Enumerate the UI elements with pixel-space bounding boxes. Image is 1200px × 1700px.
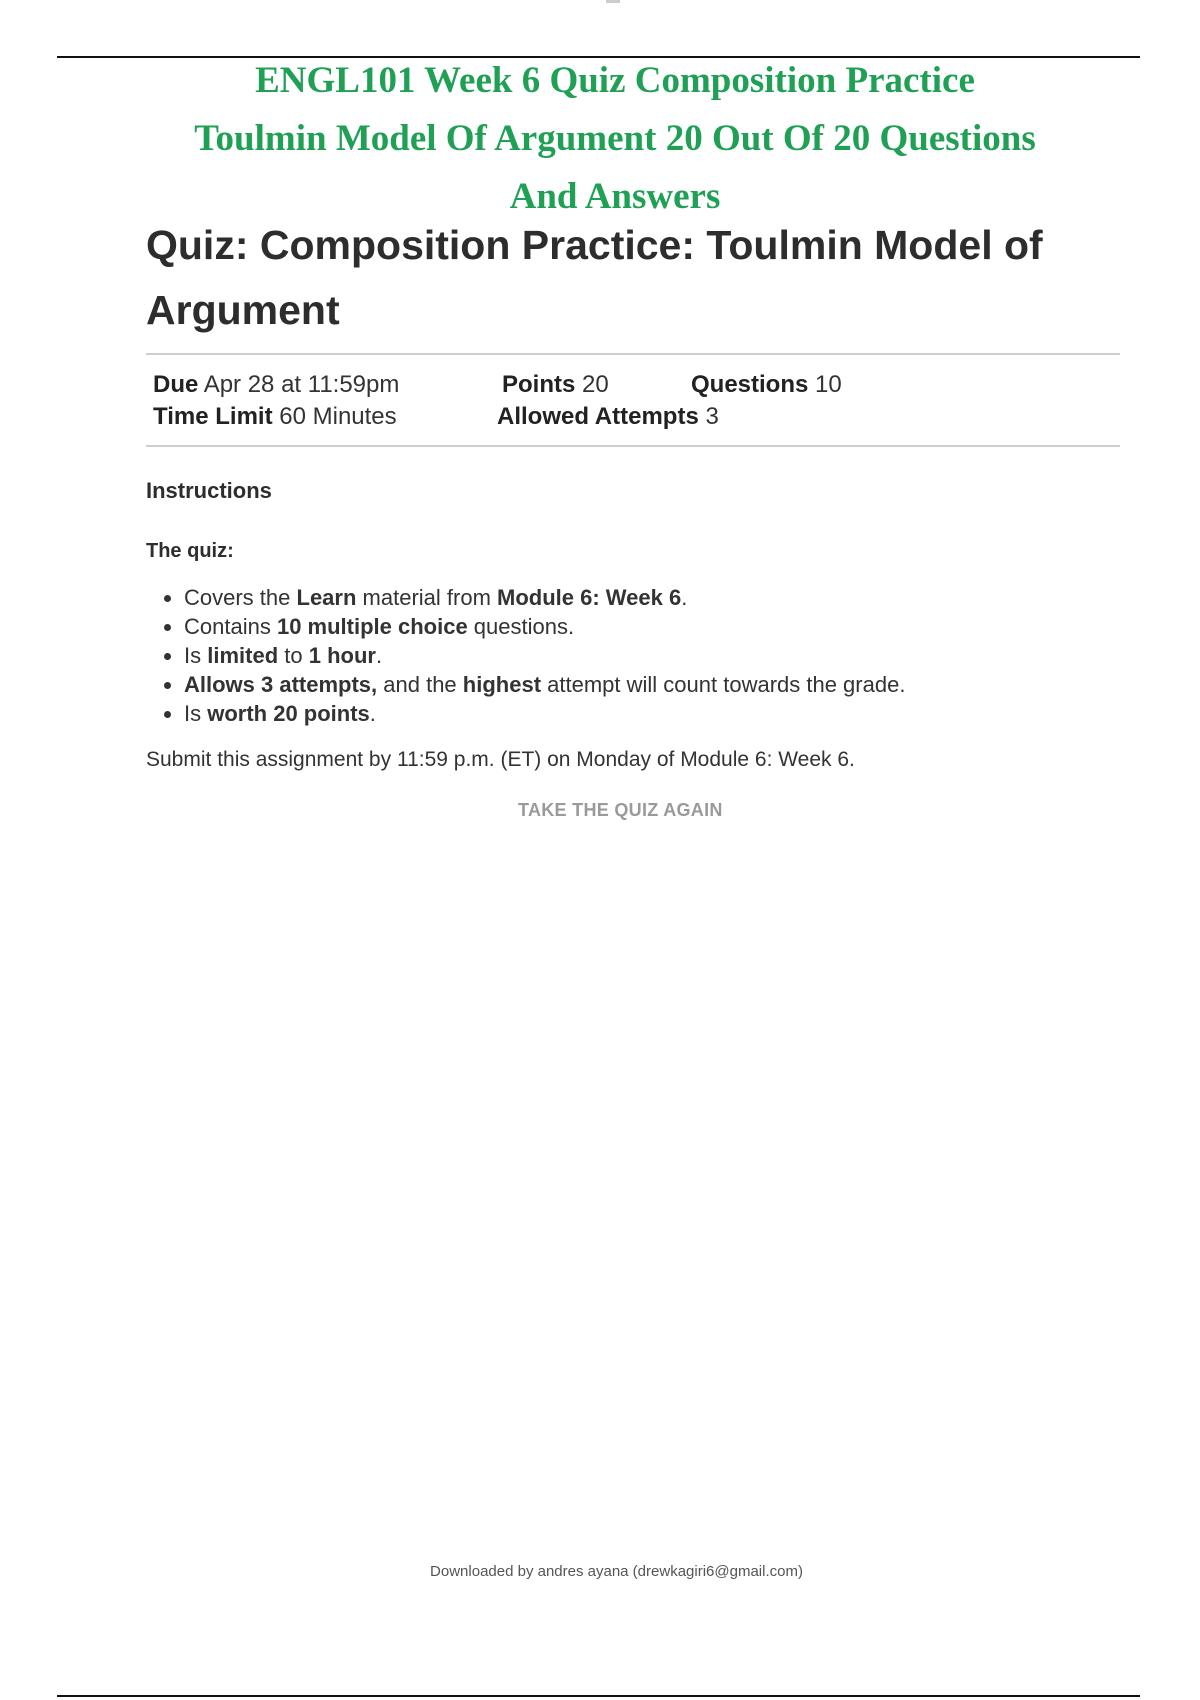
bold-text: highest xyxy=(462,672,542,697)
submit-note: Submit this assignment by 11:59 p.m. (ET) on Monday of Module 6: Week 6. xyxy=(146,748,855,771)
text: material from xyxy=(356,585,498,610)
questions-value: 10 xyxy=(815,371,842,398)
document-title-line: ENGL101 Week 6 Quiz Composition Practice xyxy=(255,60,975,101)
attempts-label: Allowed Attempts xyxy=(497,403,699,430)
text: Is xyxy=(184,701,208,726)
attempts-value: 3 xyxy=(705,403,719,430)
time-limit-value: 60 Minutes xyxy=(279,403,397,430)
text: . xyxy=(681,585,688,610)
instructions-list xyxy=(146,583,905,728)
quiz-intro: The quiz: xyxy=(146,540,234,562)
text: attempt will count towards the grade. xyxy=(541,672,906,697)
list-item xyxy=(184,612,905,641)
download-footer: Downloaded by andres ayana (drewkagiri6@gmail.com) xyxy=(430,1563,803,1580)
bold-text: Allows 3 attempts, xyxy=(184,672,378,697)
bold-text: 10 multiple choice xyxy=(276,614,468,639)
questions-label: Questions xyxy=(691,371,809,398)
text: to xyxy=(278,643,309,668)
document-title-line: Toulmin Model Of Argument 20 Out Of 20 Questions xyxy=(194,118,1036,159)
list-item xyxy=(184,670,905,699)
points-label: Points xyxy=(502,371,576,398)
due-value: Apr 28 at 11:59pm xyxy=(203,371,400,398)
bold-text: worth 20 points xyxy=(207,701,370,726)
due-field xyxy=(153,371,399,399)
text: questions. xyxy=(467,614,575,639)
text: . xyxy=(375,643,383,668)
list-item xyxy=(184,641,905,670)
text: and the xyxy=(377,672,463,697)
text: . xyxy=(369,701,376,726)
attempts-field xyxy=(497,403,719,431)
take-quiz-again-button[interactable]: TAKE THE QUIZ AGAIN xyxy=(518,800,723,820)
document-title xyxy=(100,52,1130,226)
points-field xyxy=(502,371,609,399)
bold-text: 1 hour xyxy=(308,643,376,668)
bold-text: Learn xyxy=(296,585,357,610)
bold-text: limited xyxy=(207,643,279,668)
time-limit-field xyxy=(153,403,397,431)
text: Is xyxy=(184,643,208,668)
bold-text: Module 6: Week 6 xyxy=(497,585,682,610)
time-limit-label: Time Limit xyxy=(153,403,273,430)
list-item xyxy=(184,583,905,612)
bottom-divider xyxy=(57,1695,1140,1697)
text: Contains xyxy=(184,614,277,639)
questions-field xyxy=(691,371,842,399)
page-marker xyxy=(606,0,620,3)
divider xyxy=(146,445,1120,447)
divider xyxy=(146,353,1120,355)
list-item xyxy=(184,699,905,728)
instructions-heading: Instructions xyxy=(146,478,272,503)
text: Covers the xyxy=(184,585,297,610)
points-value: 20 xyxy=(582,371,609,398)
quiz-title: Quiz: Composition Practice: Toulmin Model of Argument xyxy=(146,222,1043,333)
due-label: Due xyxy=(153,371,199,398)
document-title-line: And Answers xyxy=(509,176,721,217)
